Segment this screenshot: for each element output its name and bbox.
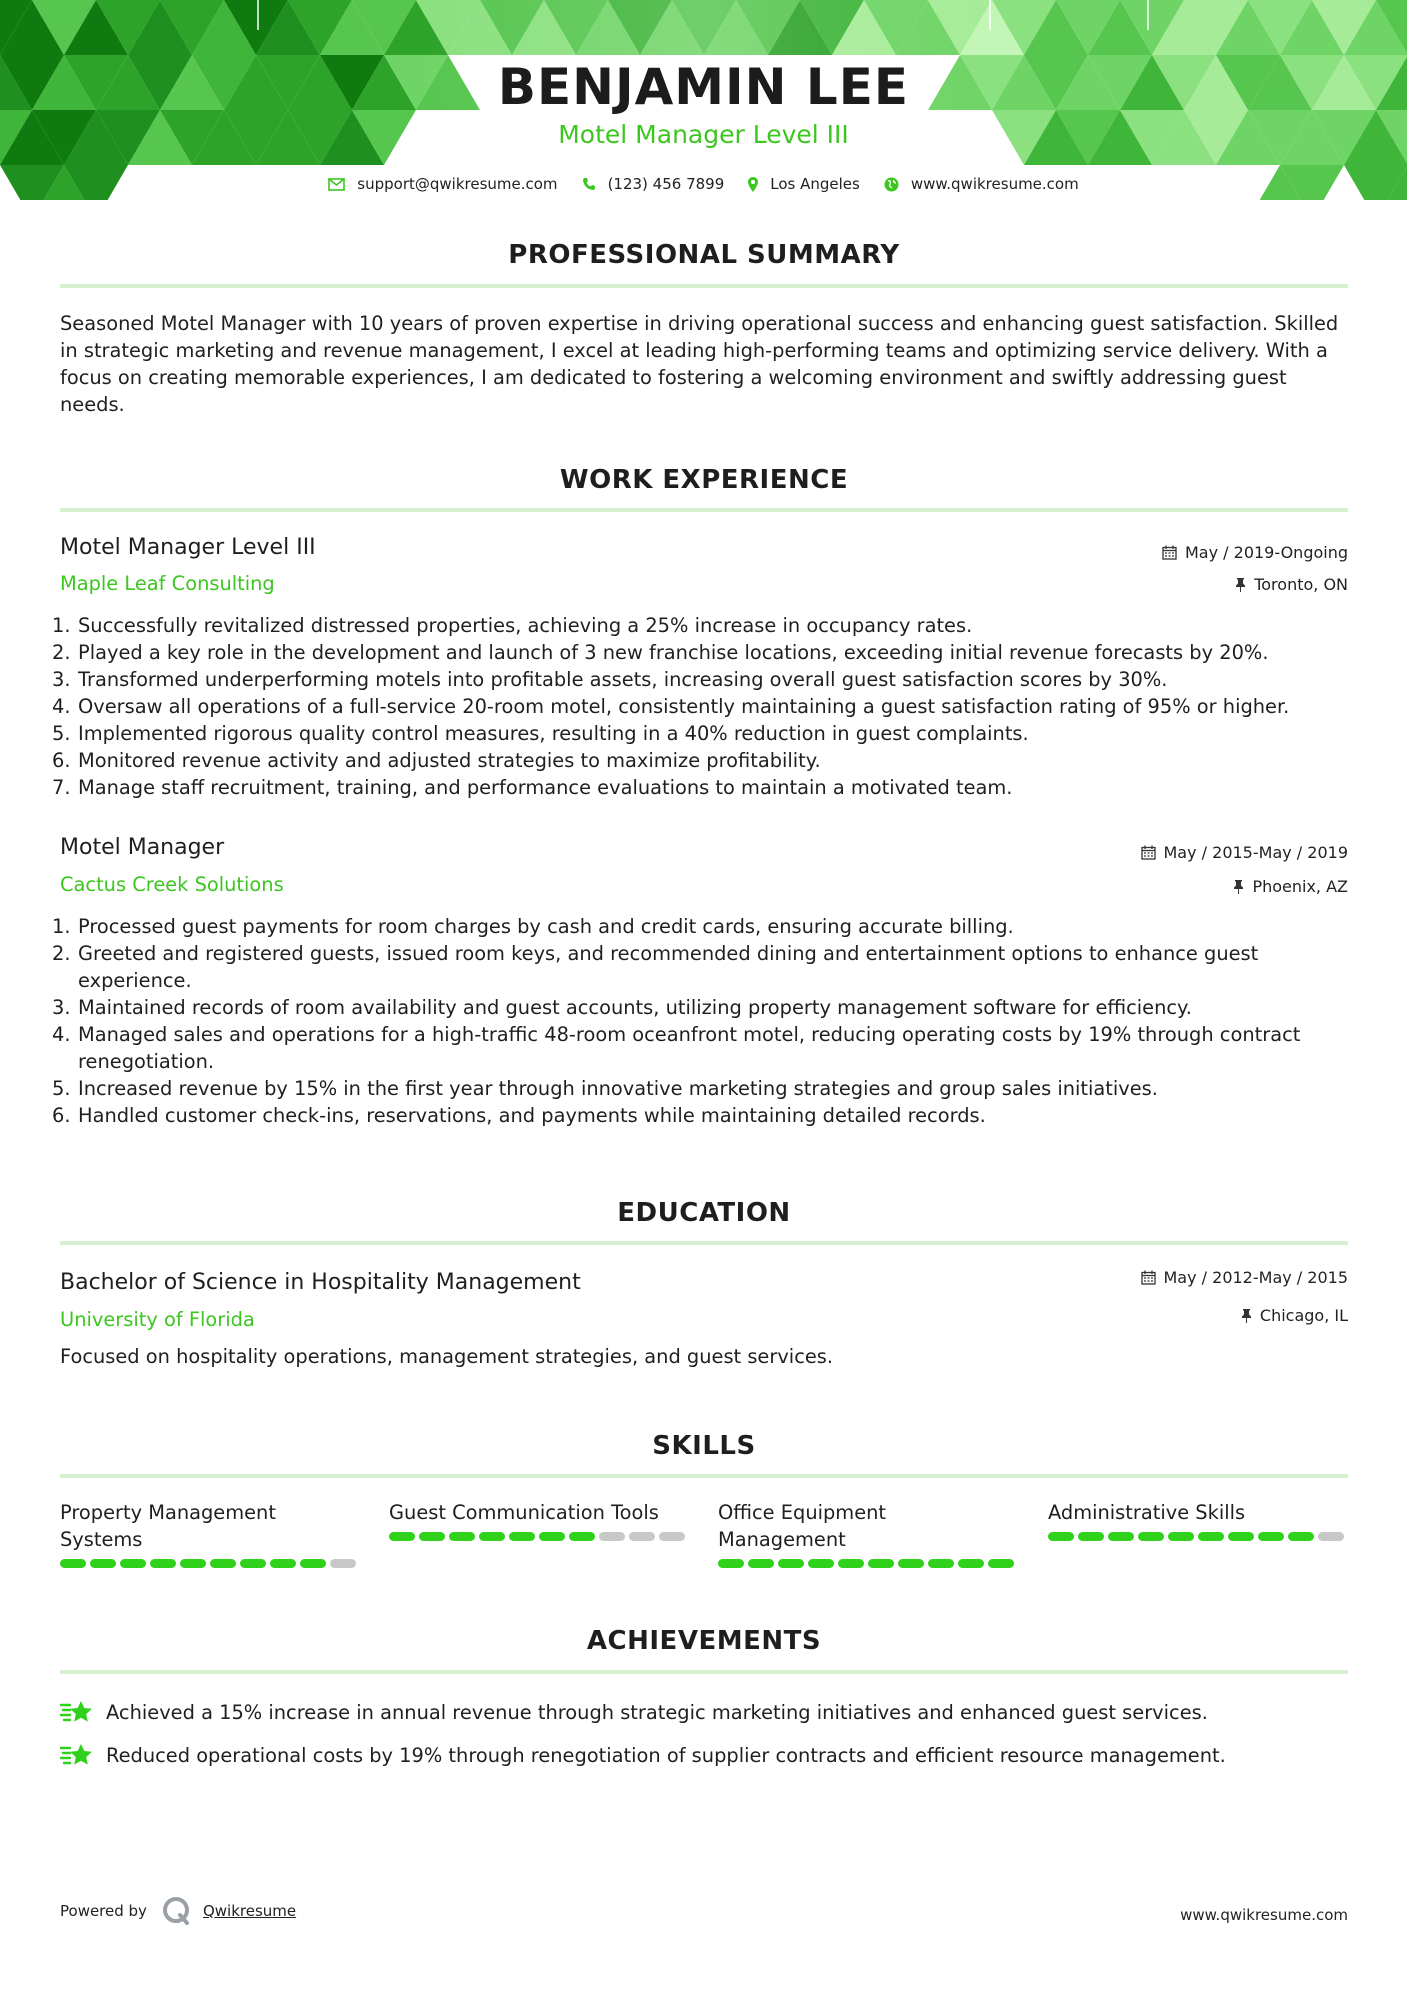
bullet-text: Handled customer check-ins, reservations, and payments while maintaining detailed records. (78, 1104, 986, 1127)
footer-website[interactable]: www.qwikresume.com (1180, 1906, 1348, 1924)
bullet-text: Oversaw all operations of a full-service 20-room motel, consistently maintaining a guest satisfaction rating of 95% or higher. (78, 695, 1290, 718)
skill-name-line: Office Equipment (718, 1501, 887, 1524)
skill-name-line: Systems (60, 1528, 143, 1551)
skill-dot (210, 1559, 236, 1568)
skill-dot (1108, 1532, 1134, 1541)
achievement-text: Reduced operational costs by 19% through renegotiation of supplier contracts and efficient resource management. (106, 1743, 1226, 1767)
job-location-text: Phoenix, AZ (1252, 877, 1348, 896)
skill-dot (958, 1559, 984, 1568)
skill-name-line: Management (718, 1528, 846, 1551)
job-bullets (52, 612, 1352, 801)
achievement-item (60, 1740, 1350, 1770)
bullet-number: 6. (52, 749, 71, 772)
bullet-item (52, 774, 1352, 801)
bullet-item (52, 720, 1352, 747)
skill-dot (629, 1532, 655, 1541)
skill-item (60, 1499, 360, 1568)
section-title-achievements: ACHIEVEMENTS (586, 1626, 822, 1656)
skill-dot (1078, 1532, 1104, 1541)
job-location-text: Toronto, ON (1254, 575, 1348, 594)
skill-dot (1228, 1532, 1254, 1541)
bullet-text: Increased revenue by 15% in the first year through innovative marketing strategies and group sales initiatives. (78, 1077, 1158, 1100)
bullet-item (52, 913, 1352, 940)
skill-dot (778, 1559, 804, 1568)
pushpin-icon (1235, 577, 1246, 592)
skill-dot (1288, 1532, 1314, 1541)
pushpin-icon (1241, 1308, 1252, 1323)
education-school: University of Florida (60, 1308, 255, 1331)
bullet-number: 1. (52, 915, 71, 938)
skill-name-line: Guest Communication Tools (389, 1501, 659, 1524)
skill-dot (1258, 1532, 1284, 1541)
skill-dot (479, 1532, 505, 1541)
skill-dot (808, 1559, 834, 1568)
bullet-item (52, 747, 1352, 774)
bullet-item (52, 1075, 1352, 1102)
contact-phone-text: (123) 456 7899 (607, 175, 725, 193)
star-icon (60, 1740, 94, 1770)
section-divider (60, 508, 1348, 512)
bullet-number: 6. (52, 1104, 71, 1127)
bullet-number: 4. (52, 1023, 71, 1046)
job-company: Maple Leaf Consulting (60, 572, 275, 595)
skill-item (718, 1499, 1018, 1568)
qwikresume-logo-icon (161, 1896, 191, 1926)
calendar-icon (1141, 1270, 1156, 1285)
section-title-skills: SKILLS (652, 1431, 756, 1461)
skill-dot (659, 1532, 685, 1541)
job-dates-text: May / 2019-Ongoing (1185, 543, 1348, 562)
bullet-number: 5. (52, 722, 71, 745)
skill-dot (150, 1559, 176, 1568)
skill-item (1048, 1499, 1348, 1541)
bullet-text: Played a key role in the development and launch of 3 new franchise locations, exceeding initial revenue forecasts by 20%. (78, 641, 1269, 664)
section-title-education: EDUCATION (617, 1198, 791, 1228)
star-icon (60, 1697, 94, 1727)
section-title-experience: WORK EXPERIENCE (559, 465, 849, 495)
bullet-text: Greeted and registered guests, issued room keys, and recommended dining and entertainment options to enhance guest experience. (78, 942, 1259, 992)
skill-dot (1138, 1532, 1164, 1541)
skill-rating (1048, 1532, 1348, 1541)
bullet-text: Transformed underperforming motels into profitable assets, increasing overall guest satisfaction scores by 30%. (78, 668, 1168, 691)
job-title: Motel Manager (60, 835, 225, 860)
bullet-item (52, 940, 1352, 994)
education-dates (1141, 1268, 1349, 1287)
qwikresume-link[interactable]: Qwikresume (202, 1902, 297, 1920)
bullet-item (52, 994, 1352, 1021)
skill-name-line: Property Management (60, 1501, 276, 1524)
bullet-text: Monitored revenue activity and adjusted strategies to maximize profitability. (78, 749, 821, 772)
skill-rating (389, 1532, 689, 1541)
skill-dot (449, 1532, 475, 1541)
candidate-role: Motel Manager Level III (558, 120, 849, 149)
education-degree: Bachelor of Science in Hospitality Management (60, 1270, 581, 1295)
skill-dot (240, 1559, 266, 1568)
skill-dot (90, 1559, 116, 1568)
bullet-item (52, 666, 1352, 693)
bullet-number: 3. (52, 668, 71, 691)
job-dates-text: May / 2015-May / 2019 (1163, 843, 1348, 862)
bullet-number: 4. (52, 695, 71, 718)
skill-dot (928, 1559, 954, 1568)
skill-dot (419, 1532, 445, 1541)
skill-dot (270, 1559, 296, 1568)
pushpin-icon (1233, 879, 1244, 894)
skill-dot (569, 1532, 595, 1541)
powered-by-label: Powered by (60, 1902, 147, 1920)
bullet-number: 5. (52, 1077, 71, 1100)
contact-location-text: Los Angeles (770, 175, 860, 193)
contact-bar (0, 175, 1407, 193)
section-divider (60, 284, 1348, 288)
skill-dot (539, 1532, 565, 1541)
skill-rating (718, 1559, 1018, 1568)
skill-dot (300, 1559, 326, 1568)
contact-location (748, 175, 860, 193)
map-pin-icon (748, 177, 758, 192)
section-title-summary: PROFESSIONAL SUMMARY (508, 240, 900, 270)
skill-dot (1318, 1532, 1344, 1541)
contact-phone[interactable] (582, 175, 725, 193)
footer-powered-by (60, 1896, 296, 1926)
skill-dot (898, 1559, 924, 1568)
bullet-text: Successfully revitalized distressed properties, achieving a 25% increase in occupancy rates. (78, 614, 973, 637)
skill-name-line: Administrative Skills (1048, 1501, 1246, 1524)
achievement-item (60, 1697, 1350, 1727)
job-location (1235, 575, 1348, 594)
bullet-number: 3. (52, 996, 71, 1019)
skill-item (389, 1499, 689, 1541)
job-dates (1141, 843, 1349, 862)
skill-dot (988, 1559, 1014, 1568)
skill-dot (180, 1559, 206, 1568)
envelope-icon (328, 178, 345, 191)
skill-dot (868, 1559, 894, 1568)
skill-dot (599, 1532, 625, 1541)
skill-dot (718, 1559, 744, 1568)
skill-dot (748, 1559, 774, 1568)
calendar-icon (1141, 845, 1156, 860)
education-description: Focused on hospitality operations, management strategies, and guest services. (60, 1345, 834, 1368)
education-location-text: Chicago, IL (1259, 1306, 1348, 1325)
skill-dot (1168, 1532, 1194, 1541)
education-dates-text: May / 2012-May / 2015 (1163, 1268, 1348, 1287)
bullet-item (52, 639, 1352, 666)
contact-website-text: www.qwikresume.com (910, 175, 1079, 193)
education-location (1241, 1306, 1348, 1325)
skill-dot (838, 1559, 864, 1568)
contact-email-text: support@qwikresume.com (357, 175, 558, 193)
bullet-text: Implemented rigorous quality control measures, resulting in a 40% reduction in guest complaints. (78, 722, 1029, 745)
bullet-item (52, 693, 1352, 720)
contact-email[interactable] (328, 175, 557, 193)
skill-name (718, 1499, 1018, 1553)
skill-dot (1198, 1532, 1224, 1541)
candidate-name: BENJAMIN LEE (497, 58, 910, 116)
skill-dot (1048, 1532, 1074, 1541)
skill-dot (330, 1559, 356, 1568)
summary-text: Seasoned Motel Manager with 10 years of proven expertise in driving operational success and enhancing guest satisfaction. Skilled in strategic marketing and revenue management, I excel at leading high-performing teams and optimizing service delivery. With a focus on creating memorable experiences, I am dedicated to fostering a welcoming environment and swiftly addressing guest needs. (60, 312, 1339, 416)
globe-icon (884, 177, 899, 192)
bullet-item (52, 612, 1352, 639)
section-divider (60, 1670, 1348, 1674)
bullet-item (52, 1021, 1352, 1075)
skill-dot (120, 1559, 146, 1568)
job-title: Motel Manager Level III (60, 535, 316, 560)
bullet-number: 1. (52, 614, 71, 637)
achievement-text: Achieved a 15% increase in annual revenue through strategic marketing initiatives and enhanced guest services. (106, 1700, 1208, 1724)
job-dates (1162, 543, 1348, 562)
bullet-text: Manage staff recruitment, training, and performance evaluations to maintain a motivated team. (78, 776, 1013, 799)
section-divider (60, 1474, 1348, 1478)
bullet-text: Processed guest payments for room charges by cash and credit cards, ensuring accurate billing. (78, 915, 1014, 938)
bullet-number: 2. (52, 942, 71, 965)
contact-website[interactable] (884, 175, 1079, 193)
job-location (1233, 877, 1348, 896)
job-company: Cactus Creek Solutions (60, 873, 284, 896)
bullet-text: Maintained records of room availability and guest accounts, utilizing property management software for efficiency. (78, 996, 1192, 1019)
bullet-number: 2. (52, 641, 71, 664)
calendar-icon (1162, 545, 1177, 560)
section-divider (60, 1241, 1348, 1245)
skill-dot (389, 1532, 415, 1541)
bullet-text: Managed sales and operations for a high-traffic 48-room oceanfront motel, reducing operating costs by 19% through contract renegotiation. (78, 1023, 1301, 1073)
skill-name (389, 1499, 689, 1526)
bullet-number: 7. (52, 776, 71, 799)
skill-rating (60, 1559, 360, 1568)
phone-icon (582, 177, 596, 191)
job-bullets (52, 913, 1352, 1129)
skill-name (60, 1499, 360, 1553)
skill-dot (509, 1532, 535, 1541)
skill-dot (60, 1559, 86, 1568)
skill-name (1048, 1499, 1348, 1526)
bullet-item (52, 1102, 1352, 1129)
